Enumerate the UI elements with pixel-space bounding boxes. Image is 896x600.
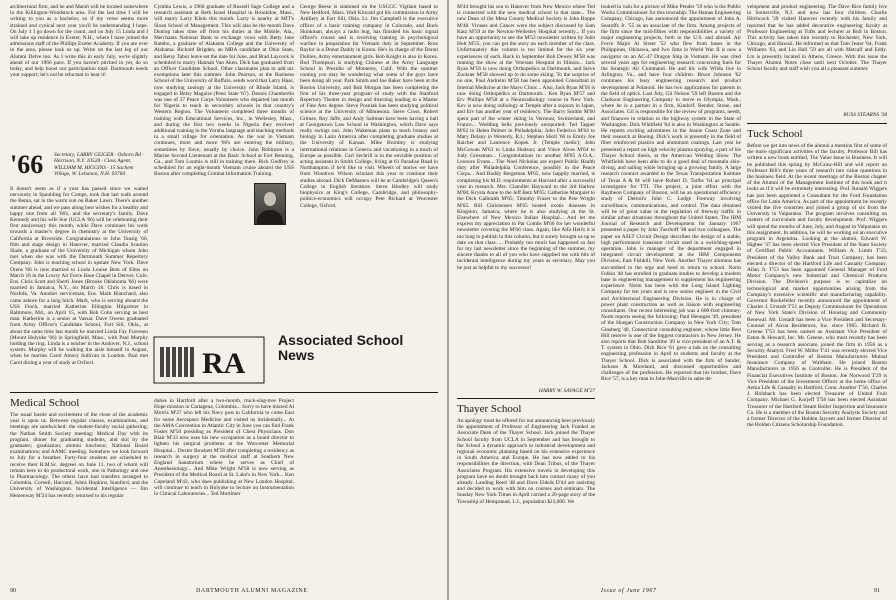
magazine-title-footer: DARTMOUTH ALUMNI MAGAZINE [196, 588, 308, 594]
medical-school-column-1: The usual bustle and excitement of the close of the academic year is upon us. Between regular classes, examinations, and meetings are sandwiched: the student-faculty social gathering; the Nathan Smith Society meeting; Medical Day with its program, dinner for graduating students, and skit by the graduates; graduation; alumni luncheon; National Board examinations; and AAMC meeting. Somehow we look forward to July for a breather. Forty-four students are scheduled to receive their B.M.Sc. degrees on June 11, two of whom will remain here to do productoral work, one in Pathology and one in Pharmacology. The others have had transfers arranged to Columbia, Cornell, Harvard, Johns Hopkins, Stanford, and the University of Washington. Incidental Intelligence — Jim Hemenway M'24 has recently returned to his regular [10, 412, 148, 499]
medical-notes-continued: M'44 brought his son to Hanover from New Mexico where Ted is connected with the new medical school in that state... The new Dean of the Mesa County Medical Society is John Roppe M'48. Viruses and Cancer were the subject discussed by Sam Katz M'59 at the Newton-Wellesley Hospital recently... If you have an opportunity to see the M'52 newsletter written by John Holt M'55, you can get the story on each member of the class. Unfortunately this column is too limited for the six year experiences of each. Back in September Bob Dewey M'58 was running the show at the Veterans Hospital in Illinois... Jack Ryan M'56 is now doing Orthopedics at Dartmouth, and Steve Zuckner M'58 showed up to do some skiing. To the surprise of no one, Paul Andreini M'58 has been appointed Consultant in Internal Medicine at the Mayo Clinic... Also, Jack Ryan M'56 is now doing Orthopedics at Dartmouth... Ken Ryan M'57 and Erv Phillips M'58 at a Neuroradiology course in New York. Kev is now doing radiology at Temple after a sojourn in Japan, and Erv has another year of residency. The Barry Smiths M'60 spent part of the winter skiing in Vermont, Switzerland, and France... Wedding bells previously unreported: Ted Tapper M'62 to Helen Palmer in Philadelphia; John Federico M'64 to Mary Delany in Westerly, R.I.; Stephen Sholl '66 to Emily Joe Raicher and Laurence Kopek Jr. (Temple medic); John McGowan M'63 to Linda Hudson; and Vince Alves M'64 to Judy Grossman... Congratulations to: another M'65 A.O.A.: Leonore Evans... The Noel Nicholas are expect Public Health duty after Philadelphia Conference, possibly in the Peace Corps... And Buddy Bergeman M'65, now happily married, is completing his M.D. requirements at Harvard after a successful year in research. Mrs. Chandler Hayward to the 3rd Harlow M'60; Krysta Anne to the Jeff Betz M'65; Catherine Margaret to the Dick Galbraith M'65; Timothy Fraser to the Pete Wright M'65. Bill Christensen M'65 hosted exotic diseases in Kingston, Jamaica, where he is also studying at the St. Elsewhere of New Mexico Indian Hospital... And let me express my appreciation to Pat Combs M'66 for her wonderful newsletter covering the M'66 class. Again, like Alfa Heil's it is too long to publish in this column, but it surely brought us up to date on that class. ... Probably too much has happened so fast for my last newsletter since the beginning of the summer, my sincere thanks to all of you who have supplied me with bits of incidental intelligence during my years as secretary. May you be just as helpful to my successor! [457, 4, 595, 271]
class-notes-column-2: Cynthia Lewis, a 1966 graduate of Russell Sage College and a research assistant at Beth Israel Hospital in Brookline, Mass., will marry Larry Klein this month. Larry is nearby at MIT's Sloan School of Management. This will also be the month Dave Dunlop takes time off from his duties at the Mobile, Ala., Merchants National Bank to exchange vows with Betty Jane Rambo, a graduate of Alabama College and the University of Alabama. Richard Brigden, an MBA candidate at Ohio State, and Betsy Tabor leave set the date for June, and Brad Laycock is scheduled to marry Hannah Van Aken. Dick has graduated from an Officer Candidate School. Other classmates plan to add tax exemptions later this summer. John Pearson, at the Business School of the University of Buffalo, sends word that Larry Haas, now studying zoology at the University of Rhode Island, is engaged to Betsy Maguire (Penn State '67). Dennis Chamberlin was one of 37 Peace Corps Volunteers who departed last month for Nigeria to teach in secondary schools in that country's Western Region. The Volunteers completed three months of training with Educational Services, Inc., in Wellesley, Mass., and during the first two weeks in Nigeria they received additional training in the Yoruba language and teaching methods in a small village for orientation. As the war in Vietnam continues, more and more '66's are entering the military, sometimes by force, usually by choice. John Robinson is a Marine Second Lieutenant at the Basic School at Fort Benning, Ga., and Tom Loomis is still in training there. Rick Godfrey is scheduled for an eight-month Vietnam cruise aboard the USS Boston after completing Combat Information Training. [154, 4, 294, 178]
class-secretary-info: Secretary, LARRY GEIGER · Osborn Rd · Harrison, N.Y. 10528 · Class Agent, WILLIAM M. HIGGINS · 15 Sachem Village, W. Lebanon, N.H. 03784 [54, 152, 144, 178]
class-number: '66 [10, 150, 44, 179]
thayer-rule [457, 398, 595, 399]
medical-notes-signoff: HARRY W. SAVAGE M'27 [538, 388, 595, 394]
class-notes-column-1-top: architectural firm, and he and Marsh will be located somewhere in the Killington-Woodstock area. For the last time I will be writing to you as a bachelor, so if my verse seems more strained and cynical next year you'll be understanding I hope. On July 1 I go down for the count, and on July 15 Linda and I will take up residence in Exeter, N.H., where I have joined the admissions staff of the Phillips Exeter Academy. If you are ever in the area, please look us up. Write on the last leg of our Alumni Delve too. As I write this in early July, we're slightly ahead of our 1966 pace. If you haven't pitched in yet, do so today, and help boost our participation total. Dartmouth needs your support; let's not be reluctant to hear it! [10, 4, 148, 79]
class-notes-column-3: George Reese is stationed on the USCGC Vigilant based in New Bedford, Mass. Walt Kincaid got his commission in Army Artillery at Fort Sill, Okla. Lt. Jim Campbell is the executive officer of a basic training company in Colorado, and Buck Skinkman, always a radio bug, has finished his basic signal officer's course and is receiving training in psychological warfare in preparation for Vietnam duty in September. Ross Baylor is a Donut Daddy in Korea. He's in charge of the Donut Dollies, Army entertainment girls. Bob Knight is also in Korea. Rod Thompson is studying Chinese at the Army Language School in Presidio of Monterey, Calif. With the summer coming you may be wondering what some of the guys have been doing all year. Park Smith and Joe Baker have been at the Boston University, and Bob Morgan has been completing the first of his three-year program of study with the Stanford Repertory Theater in design and directing leading to a Master of Fine Arts degree. Steve Posniak has been studying political science at the University of Minnesota. Steve Cross, Robert Grimes, Roy Jaffe, and Andy Saltman have been having a ball at Georgetown Law School in Washington, which Dave says really swings out. John Wakeman plans to teach botany and biology in Latin America after completing graduate studies at the University of Kansas. Mike Bromley is studying international relations in Geneva and vacationing in a much of Europe as possible. Carl Sechrill is in the enviable position of acting assistant in Smith College, living at 61 Paradise Road in Northampton if he'd like to visit. Wheels of stories we have from Woodrow Wilson scholars this year to continue their studies abroad. Dick DeMasters will be at Cambridge's Queen's College in English literature. Steve Hindley will study biophysics at King's College, Cambridge, and philosophy-politics-economics will occupy Pete Richard at Worcester College, Oxford. [300, 4, 438, 209]
section-rule [10, 392, 438, 393]
right-page-number: 91 [874, 588, 880, 594]
portrait-photo [254, 183, 286, 225]
issue-date-footer: Issue of June 1967 [601, 588, 657, 594]
tuck-school-column: Before we get into news of the alumni a mention first of some of the more significant activities of the faculty. Professor Bill has written a new book entitled, The Value Issue in Business. It will be published this spring by McGraw-Hill and will report on Professor Bill's three years of research into value questions in the business field. At the recent meetings of the Boston chapter of the Alumni of the Management Institute of this book and it looks as if it will be extremely interesting. Prof. Ronald Wiggers has just been appointed a Consultant for the Ford Foundation office for Latin America. As part of the appointment he recently visited the five countries and joined a group of six from the University in Valparaiso. The program involves consulting on matters of curriculum and faculty development. Prof. Wiggers will spend the months of June, July, and August in Valparaiso on this assignment. In addition, he will be working on an executive program in Argentina. Looking at the alumni, Edward W. Higbee '37 has been elected Vice President of the State Society of Certified Public Accountants. William A. Limm T'33, President of the Valley Bank and Trust Company, has been elected a director of the Hartford Life and Casualty Company. Allan Jr. T'53 has been appointed General Manager of Ford Motor Company's new Industrial and Chemical Products Division. The Division's purpose is to capitalize on technological and market opportunities arising from the Company's extensive scientific and manufacturing capability. Governor Rockefeller recently announced the appointment of Charles J. Urstadt T'51 as Deputy Commissioner for Operations of New York State's Division of Housing and Community Renewal. Mr. Urstadt has been a Vice President and Secretary-Counsel of Alcoa Residences, Inc. since 1965. Richard H. Greene T'53 has been named an Assistant Vice President of Eaton & Howard, Inc. Mr. Greene, who most recently has been serving as a research associate, joined the firm in 1956 as a Security Analyst. Fred W. Miller T'41 was recently elected Vice President and Controller of Boston Manufacturers Mutual Insurance Company of Waltham. He joined Boston Manufacturers in 1956 as Controller. He is President of the Financial Executives Institute of Boston. Joe Norwood T'29 is Vice President of the Investment Officer at the home office of Aetna Life & Casualty in Hartford, Conn. Another T'56, Charles J. Holzbach has been elected Treasurer of United Fruit Company. Michael G. Korjeff T'58 has been elected Assistant Treasurer of the Hartford Steam Boiler Inspection and Insurance Co. He is a member of the Boston Security Analysts Society and a former Director of the Holden Jaycees and former Director of the Holden Citizens Scholarship Foundation. [747, 143, 887, 429]
logo-letters: RA [202, 347, 246, 380]
left-page [0, 0, 447, 600]
medical-school-heading: Medical School [10, 397, 80, 409]
medical-school-column-2: duties in Hartford after a two-month, truck-sing-tree Project Hope mission in Cartagena, Colombia... Sorry to have missed Al Morris M'27 who left his Navy post in California to come East for some Aerospace Medicine and visited us incidentally... At the AMA Convention in Atlantic City in June you can find Frank Foster M'50 presiding as President of Chest Physicians. Don Blair M'33 now uses his new occupation as a board director to lighten his surgical problems at the Worcester Memorial Hospital... Dexter Bowkett M'58 after completing a residency as research in surgery at the medical staff at Southern New England Sanatorium where he serves as Chief of Anesthesiology... And Mike Wright M'58 is now serving as President of the Medical Board at St. Luke's in New York... Ken Copeland M'43, who does publishing at New London Hospital, will continue to teach in Holyoke to lecture on Instrumentation in Clinical Laboratories... Ted Mortimer [154, 398, 294, 498]
right-page [449, 0, 896, 600]
thayer-school-heading: Thayer School [457, 403, 522, 415]
thayer-school-column-3: velopment and product engineering. The Dave Rice family live in Somerville, N.J. and now has four children. Charlie Hitchcock '39 visited Hanover recently with his family and reported that he has added decorative engineering faculty at Professor Engineering at Tufts and lecturer at Bull in Boston. This activity has taken him recently to Rochester, New York, Chicago, and Hawaii. He informed us that Tom Jester '64, Frank Williams '63, and Lin Hall '59 are all with Metcalf and Eddy. Lin is presently located in Athens, Greece. With this issue the Thayer Alumni Notes close until next October. The Thayer School faculty and staff wish you all a pleasant summer. [747, 4, 887, 73]
tuck-rule [747, 123, 887, 124]
associated-school-news-title: Associated School News [278, 332, 404, 363]
class-notes-column-1-bottom: It doesn't seem as if a year has passed since we waited nervously in Spaulding for Comps, took that last walk around the Bema, sat in the warm sun on Baker Lawn. There's another summer ahead, and we pass along best wishes for a healthy and happy one from all '66's, and the secretary's family. Dave Kennedy and his wife Sue (UCLA '66) will be celebrating their first anniversary this month, while Dave continues his work towards a master's degree in chemistry at the University of California at Riverside. Congratulations to John Tausig '66, film and stage design in Hanover, married Claudia Scanlon Slade, a graduate of the University of Michigan whom John met when she was with the Dartmouth Summer Repertory Company. John is teaching school in upstate New York. Dave Orens '66 is now married to Linda Louise Bent of Elms on March 16 in the Lowry Air Force Base Chapel in Denver, Colo. Ens. Chris Scott and Sherri Jones (Brooks Oklahoma '66) were married in Jamaica, N.Y., on March 18. Chris is based in Norfolk, Va. Another serviceman, Ens. Mark Blanchard, also came ashore for a long hitch. Mark, who is serving aboard the USS Finch, married Katherine Ellington Hilgartner in Baltimore, Md., on April 15, with Bob Cohn serving as best man. Katherine is a senior at Vassar. Dave Owens graduated from Army Officer's Candidate School, Fort Sill, Okla., at about the same time last month he married Linda Fay Fravesen (Mount Holyoke '66) in Springfield, Mass., with Paul Murphy holding the ring. Linda is a teacher in the Andover, N.J., school system. Murphy will be walking the aisle himself in August, when he marries Carol Amory Sullivan in London. Paul met Carol during a year of study at Oxford. [10, 186, 148, 366]
thayer-notes-signoff: RUSS STEARNS '38 [843, 112, 887, 118]
tuck-school-heading: Tuck School [747, 128, 803, 140]
class-heading [10, 150, 148, 182]
left-page-number: 90 [10, 588, 16, 594]
associated-school-news-logo [150, 333, 268, 387]
thayer-school-column-2: looked in vain for a picture of Mike Pender '59 who is the Public Works Commissioner for this township. The Hamas Engineering Company, Chicago, has announced the appointment of John A. Searoffs Jr. '55 as an associate of the firm. Among projects of the firm since the mid-fifties with responsibilities a variety of major engineering projects, both in the U.S. and abroad. Air Force Major Al Street '52 who flew from bases in the Philippines, Okinawa, and Iwo Jima in World War II is now a navigator on an AC-47 Dragon Ship in Vietnam. He was cited several years ago for engineering research concerning fuels for the Strategic Air Command. He and his wife Wilda live in Arlington, Va., and have four children. Bruce Johnson '62 continues his busy engineering research and product development at Polaroid. He has two applications for patents in the field of optics. Last July, Gil Nelson '59 left Boston and the Clarkson Engineering Company to move to Olympia, Wash., where he is a partner in a firm, Kindorf, Bender, Stone, and Associates. Gil is responsible for the review of programs, needs, and finances in relation to the highway system in the State of Washington. Dick Whitfield '64 is also in Washington at Seattle. He reports exciting adventures in the Jeanie Coast Zone and their research at Boeing. Dick's work is presently in the field of fiber reinforced plastics and aluminum coatings. Last year he presented a report on high velocity plasma spraying, a part of his Thayer School thesis, at the American Welding Show. The Whitfields have been able to do a good deal of mountain skin-diving, and sailing while bringing up a growing family. A large research contract awarded to the Texas Transportation Institute of Texas A & M will have Robert D. Tarlbs '64 as principal investigator for TTI. The project, a joint effort with the Raytheon Company of Boston, will be an operational efficiency study of Detroit's John C. Lodge Freeway involving surveillance, communications, and control. The data obtained will be of great value in the regulation of freeway traffic in similar urban situations throughout the United States. The IBM Journal of Research and Development for January 1967 presented a paper by John Tuerhoff '48 and two colleagues. The paper on ASLT Circuit Design describes the design of a stable, high performance transistor circuit used in a switching-speed operation. John is manager of the department engaged in integrated circuit development at the IBM Components Division, East Fishkill, New York. Another Thayer alumnus has succumbed to the urge and heed to return to school. Norm Fulkin '48 has enrolled in graduate studies to develop a modern base in engineering management to supplement his engineering experience. Norm has been with the Long Island Lighting Company for ten years and is now senior engineer in the Civil and Architectural Engineering Division. He is in charge of power plant construction as well as liaison with engineering consultants. One recent interesting job was a 600-foot chimney. Norm reports seeing the following: Paul Henegan '49, president of the Hoegan Construction Company in New York City; Tom Ginsberg '40, Connecticut consulting engineer, whose little Rest Hill reserve is one of the biggest contractors in New Jersey. He also reports that Bob Sandrine '49 is vice president of an A.T. & T. system in Ohio. Dick Rice '61 gave a talk on the consulting engineering profession in April to students and faculty at the Thayer School. Dick is associated with the firm of Sander, Jackson & Moreland, and discussed opportunities and challenges of the profession. He reported that his brother, Dave Rice '57, is a key man in John-Manville in sales de- [601, 4, 741, 383]
thayer-school-column-1: An apology must be offered for not announcing here previously the appointment of Professor of Engineering Jack Frankel as Associate Dean of the Thayer School. Jack joined the Thayer School faculty from UCLA in September and has brought to the School a dynamic approach to industrial development and regional economic planning based on his extensive experience in South America and Europe. He has now added to his responsibilities the direction, with Dean Tribus, of the Thayer Associates Program. His extensive travels in developing this program have no doubt brought back into contact many of you already. Landing Reed '48 and Dave Eldeik D'44 are assisting and decided to work with him on courses and seminars. The Sunday New York Times in April carried a 20-page story of the Township of Hempstead, L.I., population $23,000. We [457, 418, 595, 505]
